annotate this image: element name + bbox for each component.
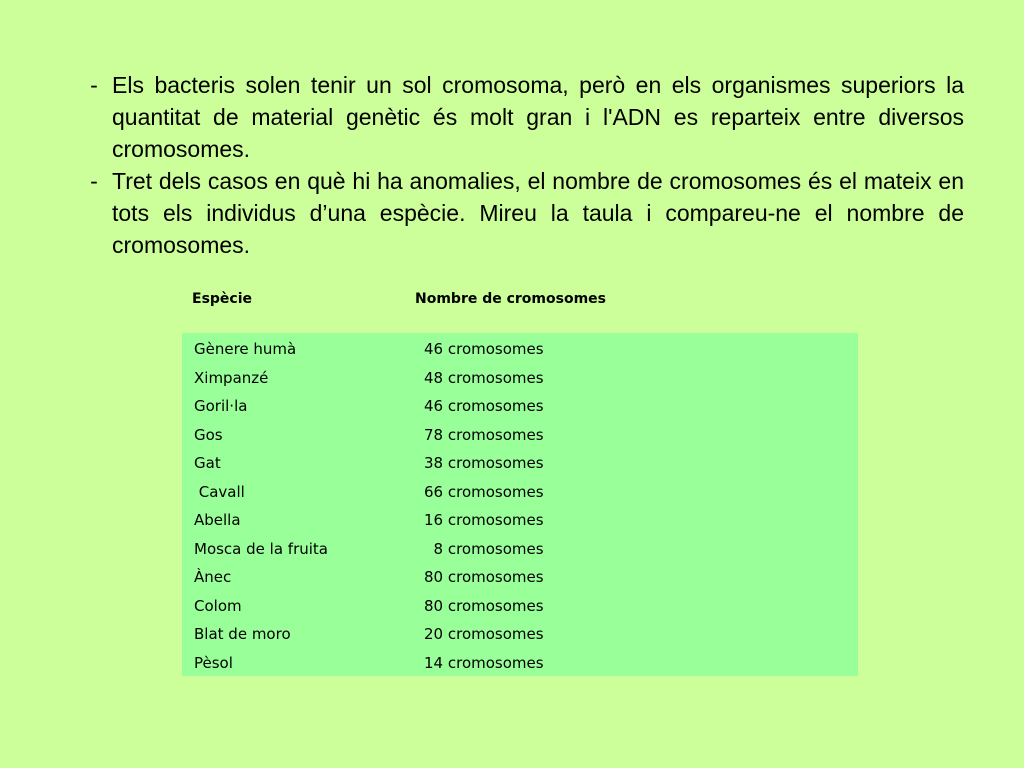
count-cell: 66 cromosomes	[424, 482, 544, 501]
bullet-marker: -	[90, 168, 98, 194]
species-cell: Colom	[194, 596, 242, 615]
table-row	[182, 620, 858, 649]
count-cell: 78 cromosomes	[424, 425, 544, 444]
species-cell: Gat	[194, 454, 221, 472]
count-cell: 8 cromosomes	[424, 539, 544, 558]
species-cell: Blat de moro	[194, 625, 291, 643]
species-cell: Mosca de la fruita	[194, 539, 328, 558]
table-row	[182, 535, 858, 564]
count-cell: 80 cromosomes	[424, 596, 544, 615]
table-row	[182, 506, 858, 535]
count-cell: 80 cromosomes	[424, 568, 544, 586]
species-cell: Pèsol	[194, 653, 233, 672]
table-row	[182, 563, 858, 592]
species-cell: Gos	[194, 425, 223, 444]
table-row	[182, 449, 858, 478]
table-row	[182, 335, 858, 364]
bullet-list	[76, 69, 964, 261]
count-cell: 46 cromosomes	[424, 340, 544, 358]
bullet-item	[76, 165, 964, 261]
count-cell: 48 cromosomes	[424, 368, 544, 387]
table-header	[182, 287, 858, 311]
table-row	[182, 649, 858, 678]
count-cell: 16 cromosomes	[424, 511, 544, 529]
species-cell: Gènere humà	[194, 340, 297, 358]
table-row	[182, 592, 858, 621]
table-row	[182, 478, 858, 507]
count-cell: 38 cromosomes	[424, 454, 544, 472]
species-cell: Abella	[194, 511, 241, 529]
species-cell: Ànec	[194, 568, 232, 586]
bullet-text: Els bacteris solen tenir un sol cromosoma, però en els organismes superiors la quantitat de material genètic és molt gran i l'ADN es reparteix entre diversos cromosomes.	[112, 72, 964, 162]
table-row	[182, 421, 858, 450]
species-cell: Cavall	[194, 482, 245, 501]
header-chromosome-count: Nombre de cromosomes	[415, 291, 607, 307]
bullet-text: Tret dels casos en què hi ha anomalies, el nombre de cromosomes és el mateix en tots els individus d’una espècie. Mireu la taula i compareu-ne el nombre de cromosomes.	[112, 168, 964, 258]
chromosome-table	[182, 333, 858, 676]
bullet-marker: -	[90, 72, 98, 98]
table-row	[182, 364, 858, 393]
header-species: Espècie	[192, 291, 253, 307]
count-cell: 20 cromosomes	[424, 625, 544, 643]
count-cell: 46 cromosomes	[424, 397, 544, 415]
species-cell: Goril·la	[194, 397, 248, 415]
table-row	[182, 392, 858, 421]
species-cell: Ximpanzé	[194, 368, 269, 387]
count-cell: 14 cromosomes	[424, 653, 544, 672]
bullet-item	[76, 69, 964, 165]
